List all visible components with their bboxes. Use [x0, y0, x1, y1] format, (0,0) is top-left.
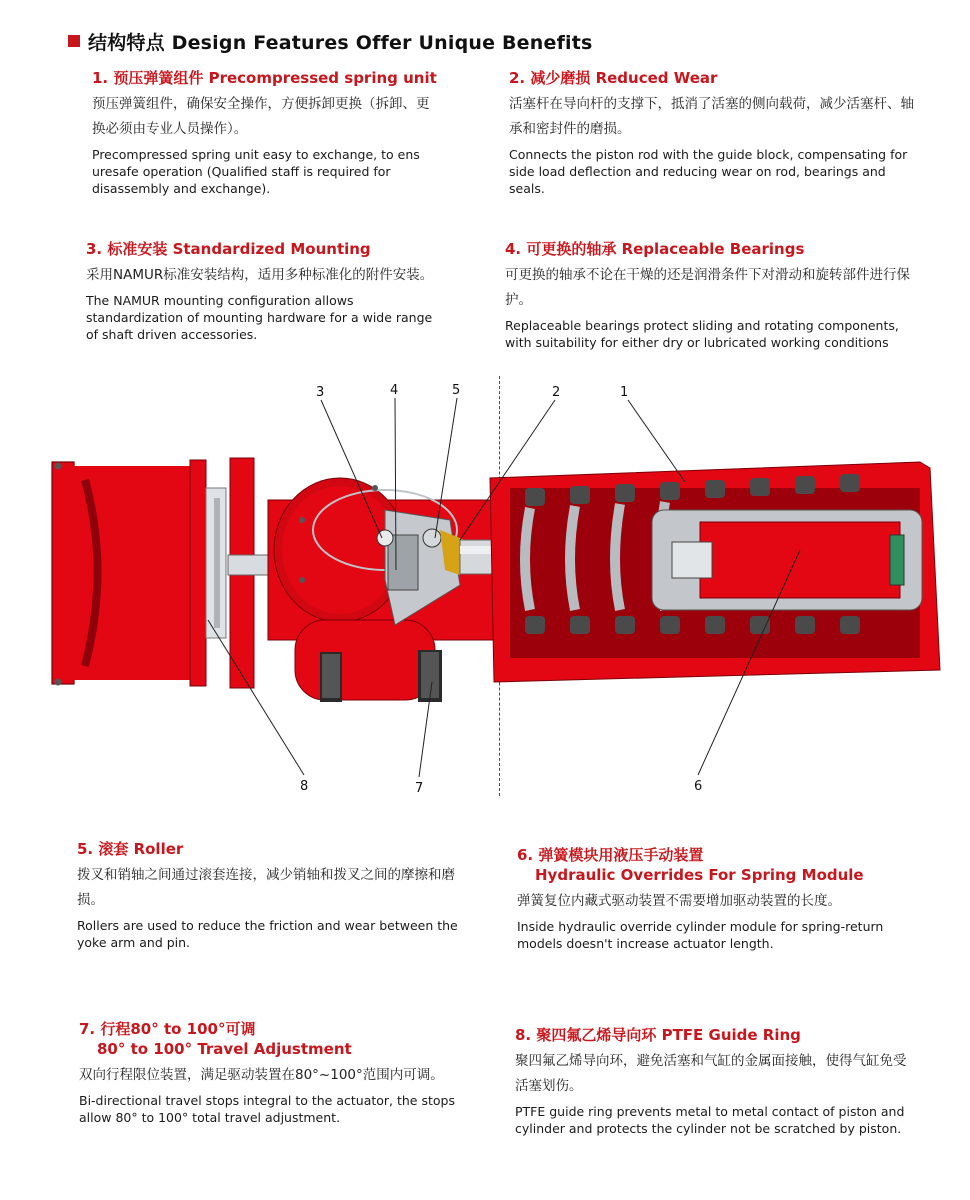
feature-title: 6. 弹簧模块用液压手动装置 — [517, 846, 704, 864]
feature-2 — [509, 68, 914, 197]
feature-title: 3. 标准安装 Standardized Mounting — [86, 240, 371, 258]
callout-3: 3 — [316, 385, 325, 400]
left-cylinder — [52, 458, 268, 688]
feature-cn-text: 采用NAMUR标准安装结构，适用多种标准化的附件安装。 — [86, 267, 434, 283]
feature-cn-text: 活塞杆在导向杆的支撑下，抵消了活塞的侧向载荷，减少活塞杆、轴承和密封件的磨损。 — [509, 96, 914, 137]
feature-cn-text: 拨叉和销轴之间通过滚套连接，减少销轴和拨叉之间的摩擦和磨损。 — [77, 867, 455, 908]
callout-4: 4 — [390, 383, 399, 398]
right-spring-cylinder — [490, 462, 940, 682]
callout-6: 6 — [694, 779, 703, 794]
feature-en-text: PTFE guide ring prevents metal to metal contact of piston and cylinder and protects the cylinder not be scratched by piston. — [515, 1104, 905, 1136]
feature-title: 7. 行程80° to 100°可调 — [79, 1020, 256, 1038]
feature-cn-text: 预压弹簧组件，确保安全操作，方便拆卸更换（拆卸、更换必须由专业人员操作）。 — [92, 96, 430, 137]
callout-8: 8 — [300, 779, 309, 794]
feature-cn-text: 弹簧复位内藏式驱动装置不需要增加驱动装置的长度。 — [517, 893, 841, 909]
header-square-icon — [68, 35, 80, 47]
feature-3 — [86, 239, 436, 343]
feature-en-text: Precompressed spring unit easy to exchange, to ens uresafe operation (Qualified staff is required for disassembly and exchange). — [92, 147, 420, 196]
callout-1: 1 — [620, 385, 629, 400]
feature-cn-text: 双向行程限位装置，满足驱动装置在80°~100°范围内可调。 — [79, 1067, 444, 1083]
callout-5: 5 — [452, 383, 461, 398]
feature-en-text: Rollers are used to reduce the friction and wear between the yoke arm and pin. — [77, 918, 458, 950]
feature-title: 8. 聚四氟乙烯导向环 PTFE Guide Ring — [515, 1026, 801, 1044]
section-header — [68, 27, 593, 55]
page-title: 结构特点 Design Features Offer Unique Benefits — [88, 31, 593, 54]
feature-4 — [505, 239, 910, 351]
feature-title: 4. 可更换的轴承 Replaceable Bearings — [505, 240, 805, 258]
feature-7 — [79, 1019, 474, 1126]
callout-2: 2 — [552, 385, 561, 400]
feature-5 — [77, 839, 467, 951]
feature-title-en: 80° to 100° Travel Adjustment — [97, 1040, 352, 1058]
feature-title: 1. 预压弹簧组件 Precompressed spring unit — [92, 69, 437, 87]
feature-title-en: Hydraulic Overrides For Spring Module — [535, 866, 864, 884]
feature-en-text: Bi-directional travel stops integral to the actuator, the stops allow 80° to 100° total travel adjustment. — [79, 1093, 455, 1125]
feature-title: 2. 减少磨损 Reduced Wear — [509, 69, 718, 87]
callout-7: 7 — [415, 781, 424, 796]
feature-1 — [92, 68, 437, 197]
feature-6 — [517, 845, 887, 952]
feature-cn-text: 聚四氟乙烯导向环，避免活塞和气缸的金属面接触，使得气缸免受活塞划伤。 — [515, 1053, 907, 1094]
actuator-diagram — [40, 370, 970, 800]
feature-en-text: The NAMUR mounting configuration allows standardization of mounting hardware for a wide range of shaft driven accessories. — [86, 293, 433, 342]
feature-8 — [515, 1025, 910, 1137]
feature-en-text: Connects the piston rod with the guide block, compensating for side load deflection and reducing wear on rod, bearings and seals. — [509, 147, 908, 196]
feature-cn-text: 可更换的轴承不论在干燥的还是润滑条件下对滑动和旋转部件进行保护。 — [505, 267, 910, 308]
central-housing — [268, 478, 498, 702]
feature-en-text: Inside hydraulic override cylinder module for spring-return models doesn't increase actuator length. — [517, 919, 884, 951]
feature-en-text: Replaceable bearings protect sliding and rotating components, with suitability for either dry or lubricated working conditions — [505, 318, 899, 350]
feature-title: 5. 滚套 Roller — [77, 840, 184, 858]
